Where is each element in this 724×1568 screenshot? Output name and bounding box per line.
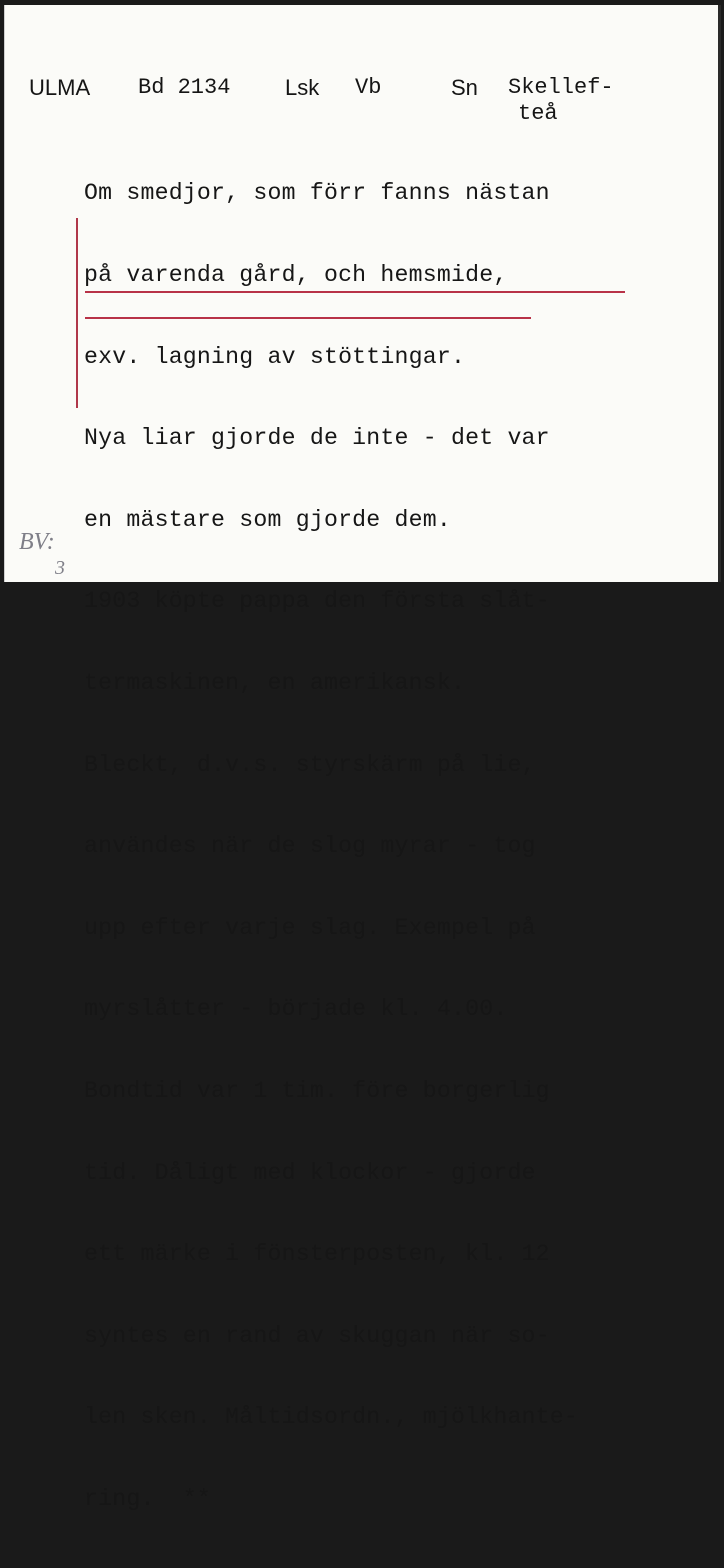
text-line-16: len sken. Måltidsordn., mjölkhante- <box>84 1404 579 1431</box>
province-code: Vb <box>355 75 382 100</box>
text-line-1: Om smedjor, som förr fanns nästan <box>84 180 550 207</box>
margin-note-line2: 3 <box>55 557 65 579</box>
parish-label: Sn <box>451 75 478 100</box>
parish-name-line1: Skellef- <box>508 75 614 100</box>
text-line-10: upp efter varje slag. Exempel på <box>84 914 536 941</box>
text-line-11: myrslåtter - började kl. 4.00. <box>84 996 508 1023</box>
text-line-14: ett märke i fönsterposten, kl. 12 <box>84 1241 550 1268</box>
card-text <box>84 126 578 1568</box>
text-line-9: användes när de slog myrar - tog <box>84 833 536 860</box>
archive-code: ULMA <box>29 75 91 100</box>
archive-card <box>4 5 721 1512</box>
text-line-5: en mästare som gjorde dem. <box>84 506 451 533</box>
text-line-8: Bleckt, d.v.s. styrskärm på lie, <box>84 751 536 778</box>
underline-mark-1 <box>85 291 625 293</box>
text-line-4: Nya liar gjorde de inte - det var <box>84 425 550 452</box>
margin-mark <box>76 218 78 408</box>
parish-name-line2: teå <box>518 101 558 126</box>
text-line-7: termaskinen, en amerikansk. <box>84 669 466 696</box>
text-line-13: tid. Dåligt med klockor - gjorde <box>84 1159 536 1186</box>
text-line-12: Bondtid var 1 tim. före borgerlig <box>84 1077 550 1104</box>
text-line-2: på varenda gård, och hemsmide, <box>84 262 508 288</box>
text-line-15: syntes en rand av skuggan när so- <box>84 1322 550 1349</box>
text-line-6: 1903 köpte pappa den första slåt- <box>84 588 550 615</box>
underline-mark-2 <box>85 317 531 319</box>
parish-code: Lsk <box>285 75 320 100</box>
volume-number: Bd 2134 <box>138 75 231 100</box>
margin-note-line1: BV: <box>19 529 55 555</box>
text-line-3: exv. lagning av stöttingar. <box>84 343 466 370</box>
text-line-17: ring. ** <box>84 1485 212 1512</box>
